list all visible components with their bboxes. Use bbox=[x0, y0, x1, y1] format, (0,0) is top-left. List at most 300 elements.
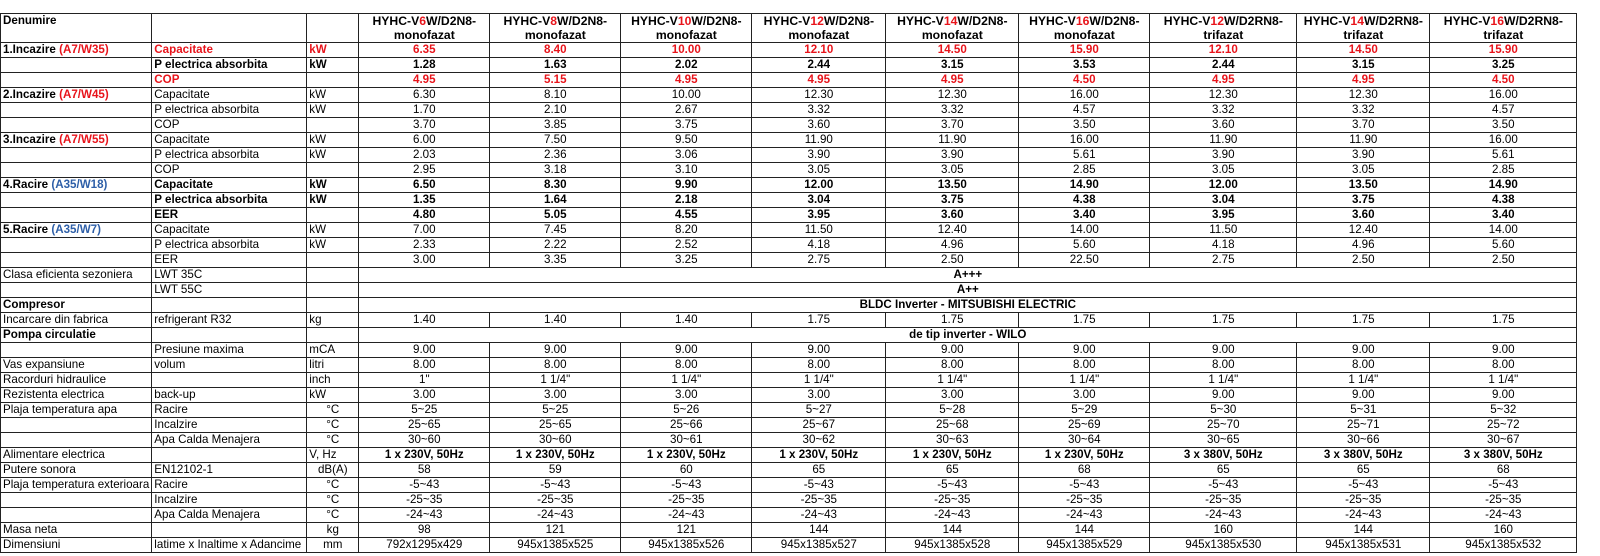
model-prefix: HYHC-V bbox=[1303, 14, 1351, 28]
row-value: 10.00 bbox=[621, 43, 752, 58]
row-value: -5~43 bbox=[621, 478, 752, 493]
row-label: Pompa circulatie bbox=[1, 328, 152, 343]
row-value: 25~65 bbox=[490, 418, 621, 433]
row-value: 3.85 bbox=[490, 118, 621, 133]
row-alimentare bbox=[1, 448, 1577, 463]
row-value: 1.40 bbox=[621, 313, 752, 328]
row-value: 3.75 bbox=[621, 118, 752, 133]
row-value: 15.90 bbox=[1019, 43, 1150, 58]
row-label bbox=[1, 178, 152, 193]
row-unit: kW bbox=[307, 103, 359, 118]
row-value: 4.55 bbox=[621, 208, 752, 223]
row-value: 3.00 bbox=[752, 388, 886, 403]
row-value: 8.20 bbox=[621, 223, 752, 238]
row-value: 2.75 bbox=[752, 253, 886, 268]
row-value: 945x1385x529 bbox=[1019, 538, 1150, 553]
model-name bbox=[359, 14, 490, 29]
row-value: 3.25 bbox=[1430, 58, 1577, 73]
row-value: 2.18 bbox=[621, 193, 752, 208]
row-value: -5~43 bbox=[490, 478, 621, 493]
row-value: 3.75 bbox=[886, 193, 1019, 208]
row-value: 12.00 bbox=[1150, 178, 1297, 193]
model-phase: monofazat bbox=[621, 28, 752, 43]
row-s5_cap bbox=[1, 223, 1577, 238]
row-value: 4.18 bbox=[1150, 238, 1297, 253]
row-value: 13.50 bbox=[1297, 178, 1430, 193]
row-value: 1.75 bbox=[886, 313, 1019, 328]
model-suffix: W/D2N8- bbox=[823, 14, 874, 28]
row-value: 65 bbox=[752, 463, 886, 478]
model-name bbox=[752, 14, 886, 29]
row-value: 9.00 bbox=[886, 343, 1019, 358]
model-capacity: 10 bbox=[677, 14, 692, 28]
row-value: 792x1295x429 bbox=[359, 538, 490, 553]
row-value: 6.35 bbox=[359, 43, 490, 58]
row-s4_cap bbox=[1, 178, 1577, 193]
row-value: 4.50 bbox=[1019, 73, 1150, 88]
row-value: 5~31 bbox=[1297, 403, 1430, 418]
row-parameter: Capacitate bbox=[152, 43, 307, 58]
row-value: 2.10 bbox=[490, 103, 621, 118]
row-value: 8.00 bbox=[1430, 358, 1577, 373]
row-parameter: volum bbox=[152, 358, 307, 373]
section-condition: (A35/W7) bbox=[51, 223, 101, 236]
row-value: 15.90 bbox=[1430, 43, 1577, 58]
row-value: 9.00 bbox=[1150, 388, 1297, 403]
row-label bbox=[1, 343, 152, 358]
row-value: 3.60 bbox=[1150, 118, 1297, 133]
model-capacity: 12 bbox=[810, 14, 824, 28]
row-value: 11.50 bbox=[1150, 223, 1297, 238]
row-value: 8.00 bbox=[359, 358, 490, 373]
row-span-value: A+++ bbox=[359, 268, 1577, 283]
row-ext_incalzire bbox=[1, 493, 1577, 508]
row-value: -25~35 bbox=[359, 493, 490, 508]
model-phase: monofazat bbox=[1019, 28, 1150, 43]
row-value: 25~67 bbox=[752, 418, 886, 433]
row-value: 7.50 bbox=[490, 133, 621, 148]
row-parameter: LWT 55C bbox=[152, 283, 307, 298]
row-value: 16.00 bbox=[1019, 88, 1150, 103]
row-value: 68 bbox=[1430, 463, 1577, 478]
row-value: 25~70 bbox=[1150, 418, 1297, 433]
row-value: 7.00 bbox=[359, 223, 490, 238]
row-value: 3 x 380V, 50Hz bbox=[1297, 448, 1430, 463]
row-unit: °C bbox=[307, 493, 359, 508]
row-value: 3.70 bbox=[1297, 118, 1430, 133]
row-unit: kW bbox=[307, 58, 359, 73]
model-capacity: 16 bbox=[1490, 14, 1504, 28]
row-unit: kg bbox=[307, 313, 359, 328]
row-value: -24~43 bbox=[359, 508, 490, 523]
row-value: 2.50 bbox=[1430, 253, 1577, 268]
row-parameter: EER bbox=[152, 253, 307, 268]
row-value: 2.52 bbox=[621, 238, 752, 253]
row-value: -25~35 bbox=[1297, 493, 1430, 508]
row-value: 2.67 bbox=[621, 103, 752, 118]
row-value: 3.90 bbox=[886, 148, 1019, 163]
row-label bbox=[1, 193, 152, 208]
row-value: 7.45 bbox=[490, 223, 621, 238]
row-value: 25~69 bbox=[1019, 418, 1150, 433]
model-name bbox=[621, 14, 752, 29]
row-value: 9.00 bbox=[752, 343, 886, 358]
row-value: -25~35 bbox=[886, 493, 1019, 508]
row-masa bbox=[1, 523, 1577, 538]
row-apa_acm bbox=[1, 433, 1577, 448]
row-s2_cop bbox=[1, 118, 1577, 133]
row-parameter: COP bbox=[152, 163, 307, 178]
model-suffix: W/D2N8- bbox=[957, 14, 1008, 28]
model-capacity: 6 bbox=[419, 14, 426, 28]
row-value: 8.00 bbox=[1150, 358, 1297, 373]
row-label: Vas expansiune bbox=[1, 358, 152, 373]
row-value: 1.40 bbox=[359, 313, 490, 328]
model-phase: trifazat bbox=[1430, 28, 1577, 43]
row-s5_pel bbox=[1, 238, 1577, 253]
row-value: 3.18 bbox=[490, 163, 621, 178]
row-value: 2.44 bbox=[1150, 58, 1297, 73]
model-name bbox=[1430, 14, 1577, 29]
row-unit: V, Hz bbox=[307, 448, 359, 463]
model-phase: monofazat bbox=[886, 28, 1019, 43]
row-value: -5~43 bbox=[1430, 478, 1577, 493]
section-name: 1.Incazire bbox=[3, 43, 56, 56]
row-value: 3.60 bbox=[1297, 208, 1430, 223]
row-value: 1.40 bbox=[490, 313, 621, 328]
row-value: 12.30 bbox=[752, 88, 886, 103]
row-value: 1.28 bbox=[359, 58, 490, 73]
row-value: 25~65 bbox=[359, 418, 490, 433]
row-value: 3.05 bbox=[886, 163, 1019, 178]
row-value: 9.00 bbox=[1297, 388, 1430, 403]
model-prefix: HYHC-V bbox=[1029, 14, 1076, 28]
row-value: -5~43 bbox=[359, 478, 490, 493]
row-label bbox=[1, 508, 152, 523]
row-value: 144 bbox=[1019, 523, 1150, 538]
row-value: 4.95 bbox=[621, 73, 752, 88]
row-value: 8.00 bbox=[886, 358, 1019, 373]
row-value: 12.40 bbox=[1297, 223, 1430, 238]
row-unit bbox=[307, 118, 359, 133]
row-value: 3.00 bbox=[886, 388, 1019, 403]
section-condition: (A7/W35) bbox=[59, 43, 109, 56]
header-blank bbox=[307, 14, 359, 29]
row-parameter: Incalzire bbox=[152, 418, 307, 433]
row-value: 98 bbox=[359, 523, 490, 538]
row-value: 3.32 bbox=[886, 103, 1019, 118]
row-value: 8.00 bbox=[1297, 358, 1430, 373]
row-value: 14.00 bbox=[1430, 223, 1577, 238]
row-value: 14.90 bbox=[1430, 178, 1577, 193]
row-s3_pel bbox=[1, 148, 1577, 163]
row-value: 5~29 bbox=[1019, 403, 1150, 418]
row-unit: kW bbox=[307, 238, 359, 253]
row-parameter bbox=[152, 298, 307, 313]
section-condition: (A7/W45) bbox=[59, 88, 109, 101]
section-name: 2.Incazire bbox=[3, 88, 56, 101]
row-value: 3.00 bbox=[490, 388, 621, 403]
header-blank bbox=[1, 28, 152, 43]
row-value: 3.70 bbox=[886, 118, 1019, 133]
row-value: 16.00 bbox=[1430, 133, 1577, 148]
row-value: 1 x 230V, 50Hz bbox=[752, 448, 886, 463]
model-phase: trifazat bbox=[1297, 28, 1430, 43]
row-unit bbox=[307, 283, 359, 298]
row-parameter: P electrica absorbita bbox=[152, 193, 307, 208]
row-unit bbox=[307, 73, 359, 88]
model-capacity: 14 bbox=[1350, 14, 1364, 28]
row-parameter: Capacitate bbox=[152, 223, 307, 238]
row-value: 1.64 bbox=[490, 193, 621, 208]
row-value: -5~43 bbox=[1150, 478, 1297, 493]
row-s2_cap bbox=[1, 88, 1577, 103]
row-s4_eer bbox=[1, 208, 1577, 223]
row-value: 3.60 bbox=[886, 208, 1019, 223]
row-value: 945x1385x531 bbox=[1297, 538, 1430, 553]
row-value: 10.00 bbox=[621, 88, 752, 103]
row-value: 11.90 bbox=[1150, 133, 1297, 148]
row-value: 9.90 bbox=[621, 178, 752, 193]
row-value: -24~43 bbox=[1297, 508, 1430, 523]
row-value: 3.10 bbox=[621, 163, 752, 178]
row-value: -5~43 bbox=[1297, 478, 1430, 493]
row-pompa bbox=[1, 328, 1577, 343]
row-value: 3.50 bbox=[1019, 118, 1150, 133]
row-value: 3.32 bbox=[1297, 103, 1430, 118]
header-blank bbox=[152, 14, 307, 29]
row-unit bbox=[307, 253, 359, 268]
row-value: 25~71 bbox=[1297, 418, 1430, 433]
row-span-value: de tip inverter - WILO bbox=[359, 328, 1577, 343]
row-value: 14.50 bbox=[1297, 43, 1430, 58]
row-apa_incalzire bbox=[1, 418, 1577, 433]
row-value: 12.10 bbox=[752, 43, 886, 58]
row-s4_pel bbox=[1, 193, 1577, 208]
header-row-phase bbox=[1, 28, 1577, 43]
section-name: 3.Incazire bbox=[3, 133, 56, 146]
row-value: 1 1/4" bbox=[1430, 373, 1577, 388]
row-parameter bbox=[152, 373, 307, 388]
row-s1_cop bbox=[1, 73, 1577, 88]
row-value: 59 bbox=[490, 463, 621, 478]
row-value: 3.00 bbox=[1019, 388, 1150, 403]
row-value: 11.90 bbox=[886, 133, 1019, 148]
row-value: 5~30 bbox=[1150, 403, 1297, 418]
row-value: 30~60 bbox=[490, 433, 621, 448]
model-suffix: W/D2RN8- bbox=[1223, 14, 1283, 28]
model-suffix: W/D2N8- bbox=[426, 14, 477, 28]
row-value: 2.02 bbox=[621, 58, 752, 73]
row-apa_racire bbox=[1, 403, 1577, 418]
row-value: 121 bbox=[621, 523, 752, 538]
row-parameter: P electrica absorbita bbox=[152, 148, 307, 163]
row-label bbox=[1, 73, 152, 88]
row-unit: kW bbox=[307, 178, 359, 193]
row-s2_pel bbox=[1, 103, 1577, 118]
row-value: 3.32 bbox=[1150, 103, 1297, 118]
row-ext_racire bbox=[1, 478, 1577, 493]
row-label bbox=[1, 283, 152, 298]
row-value: 945x1385x530 bbox=[1150, 538, 1297, 553]
model-prefix: HYHC-V bbox=[372, 14, 420, 28]
row-value: 4.38 bbox=[1430, 193, 1577, 208]
model-capacity: 14 bbox=[943, 14, 958, 28]
row-s5_eer bbox=[1, 253, 1577, 268]
row-label bbox=[1, 43, 152, 58]
model-phase: monofazat bbox=[752, 28, 886, 43]
row-value: 5~26 bbox=[621, 403, 752, 418]
row-value: 9.00 bbox=[1430, 343, 1577, 358]
row-value: 65 bbox=[1297, 463, 1430, 478]
row-label bbox=[1, 103, 152, 118]
row-label: Compresor bbox=[1, 298, 152, 313]
row-value: 30~61 bbox=[621, 433, 752, 448]
row-value: 3.90 bbox=[752, 148, 886, 163]
row-value: 25~68 bbox=[886, 418, 1019, 433]
section-name: 4.Racire bbox=[3, 178, 49, 191]
model-name bbox=[1297, 14, 1430, 29]
row-value: -24~43 bbox=[490, 508, 621, 523]
row-value: 30~64 bbox=[1019, 433, 1150, 448]
row-value: 3.32 bbox=[752, 103, 886, 118]
row-value: 9.00 bbox=[1297, 343, 1430, 358]
row-parameter: Racire bbox=[152, 403, 307, 418]
row-value: 6.30 bbox=[359, 88, 490, 103]
row-value: 65 bbox=[1150, 463, 1297, 478]
row-value: 8.00 bbox=[490, 358, 621, 373]
row-value: -25~35 bbox=[1430, 493, 1577, 508]
row-value: 2.33 bbox=[359, 238, 490, 253]
row-label: Incarcare din fabrica bbox=[1, 313, 152, 328]
row-value: 14.00 bbox=[1019, 223, 1150, 238]
row-value: 5.60 bbox=[1430, 238, 1577, 253]
model-name bbox=[490, 14, 621, 29]
row-parameter: refrigerant R32 bbox=[152, 313, 307, 328]
row-value: 4.96 bbox=[886, 238, 1019, 253]
row-value: 4.95 bbox=[886, 73, 1019, 88]
row-span-value: BLDC Inverter - MITSUBISHI ELECTRIC bbox=[359, 298, 1577, 313]
row-value: 30~65 bbox=[1150, 433, 1297, 448]
row-value: 8.30 bbox=[490, 178, 621, 193]
row-value: 1 1/4" bbox=[490, 373, 621, 388]
row-parameter: COP bbox=[152, 73, 307, 88]
row-unit: °C bbox=[307, 478, 359, 493]
row-value: 2.85 bbox=[1430, 163, 1577, 178]
row-value: 2.50 bbox=[886, 253, 1019, 268]
row-value: 12.30 bbox=[886, 88, 1019, 103]
row-value: 4.57 bbox=[1430, 103, 1577, 118]
row-parameter bbox=[152, 328, 307, 343]
model-capacity: 8 bbox=[550, 14, 557, 28]
row-value: 11.90 bbox=[752, 133, 886, 148]
row-vas bbox=[1, 358, 1577, 373]
row-label: Clasa eficienta sezoniera bbox=[1, 268, 152, 283]
row-value: 1.75 bbox=[752, 313, 886, 328]
row-rezistenta bbox=[1, 388, 1577, 403]
model-suffix: W/D2RN8- bbox=[1503, 14, 1563, 28]
row-value: 3.15 bbox=[886, 58, 1019, 73]
row-span-value: A++ bbox=[359, 283, 1577, 298]
row-s1_pel bbox=[1, 58, 1577, 73]
row-value: 1 1/4" bbox=[1297, 373, 1430, 388]
row-value: -5~43 bbox=[752, 478, 886, 493]
row-parameter: Incalzire bbox=[152, 493, 307, 508]
row-value: 30~63 bbox=[886, 433, 1019, 448]
row-value: 1 x 230V, 50Hz bbox=[621, 448, 752, 463]
model-name bbox=[886, 14, 1019, 29]
row-value: 4.95 bbox=[1297, 73, 1430, 88]
spec-table bbox=[0, 13, 1577, 553]
row-unit: °C bbox=[307, 508, 359, 523]
spec-table-body bbox=[1, 14, 1577, 553]
row-value: -25~35 bbox=[1019, 493, 1150, 508]
row-value: 3.00 bbox=[621, 388, 752, 403]
row-parameter bbox=[152, 448, 307, 463]
row-value: 5.05 bbox=[490, 208, 621, 223]
row-unit: kW bbox=[307, 88, 359, 103]
row-unit bbox=[307, 298, 359, 313]
row-unit: °C bbox=[307, 403, 359, 418]
row-label: Dimensiuni bbox=[1, 538, 152, 553]
model-name bbox=[1019, 14, 1150, 29]
row-label: Alimentare electrica bbox=[1, 448, 152, 463]
row-label bbox=[1, 88, 152, 103]
model-prefix: HYHC-V bbox=[1443, 14, 1491, 28]
row-parameter: Capacitate bbox=[152, 133, 307, 148]
row-unit bbox=[307, 208, 359, 223]
section-condition: (A35/W18) bbox=[51, 178, 108, 191]
row-value: 3.40 bbox=[1019, 208, 1150, 223]
row-value: 6.50 bbox=[359, 178, 490, 193]
row-value: 30~60 bbox=[359, 433, 490, 448]
row-value: 1 1/4" bbox=[1019, 373, 1150, 388]
row-clasa55 bbox=[1, 283, 1577, 298]
row-value: 3.90 bbox=[1150, 148, 1297, 163]
row-value: -5~43 bbox=[886, 478, 1019, 493]
row-presiune bbox=[1, 343, 1577, 358]
row-value: 5.60 bbox=[1019, 238, 1150, 253]
row-label bbox=[1, 418, 152, 433]
header-blank bbox=[152, 28, 307, 43]
row-unit bbox=[307, 268, 359, 283]
row-value: 2.50 bbox=[1297, 253, 1430, 268]
row-parameter: Presiune maxima bbox=[152, 343, 307, 358]
row-value: 2.75 bbox=[1150, 253, 1297, 268]
row-value: 2.85 bbox=[1019, 163, 1150, 178]
row-value: 12.30 bbox=[1150, 88, 1297, 103]
model-suffix: W/D2RN8- bbox=[1363, 14, 1423, 28]
row-value: 3.40 bbox=[1430, 208, 1577, 223]
row-value: 3 x 380V, 50Hz bbox=[1150, 448, 1297, 463]
row-label bbox=[1, 148, 152, 163]
row-unit: inch bbox=[307, 373, 359, 388]
row-value: 4.95 bbox=[359, 73, 490, 88]
row-value: 3.04 bbox=[1150, 193, 1297, 208]
row-value: 4.18 bbox=[752, 238, 886, 253]
row-racorduri bbox=[1, 373, 1577, 388]
model-prefix: HYHC-V bbox=[631, 14, 678, 28]
row-value: 68 bbox=[1019, 463, 1150, 478]
row-label: Rezistenta electrica bbox=[1, 388, 152, 403]
row-value: -25~35 bbox=[752, 493, 886, 508]
row-s3_cap bbox=[1, 133, 1577, 148]
row-value: 1.75 bbox=[1430, 313, 1577, 328]
row-value: 8.40 bbox=[490, 43, 621, 58]
row-clasa35 bbox=[1, 268, 1577, 283]
row-sonora bbox=[1, 463, 1577, 478]
row-value: 1 1/4" bbox=[886, 373, 1019, 388]
